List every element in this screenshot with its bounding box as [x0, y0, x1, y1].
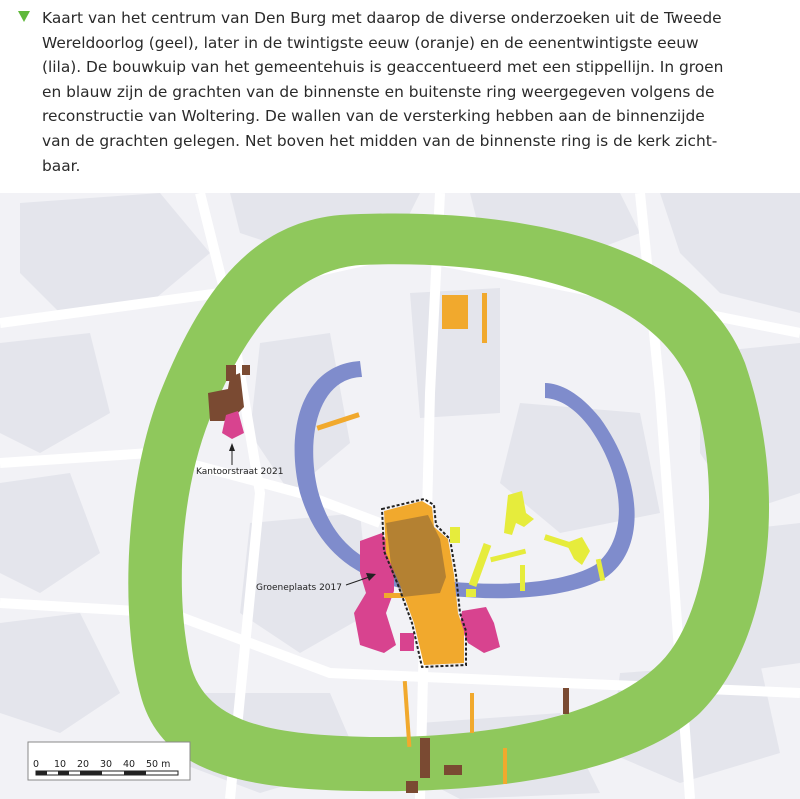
- scale-tick-40: 40: [123, 759, 136, 770]
- caption-text: [42, 6, 782, 178]
- caption-line: reconstructie van Woltering. De wallen van de versterking hebben aan de binnenzijde: [42, 107, 705, 126]
- caption-line: Kaart van het centrum van Den Burg met daarop de diverse onderzoeken uit de Tweede: [42, 9, 722, 27]
- scale-tick-10: 10: [54, 759, 67, 770]
- caption-line: van de grachten gelegen. Net boven het midden van de binnenste ring is de kerk zicht-: [42, 131, 718, 150]
- caption-line: (lila). De bouwkuip van het gemeentehuis is geaccentueerd met een stippellijn. In groen: [42, 58, 724, 77]
- scale-bar: [28, 742, 190, 780]
- scale-tick-0: 0: [33, 759, 40, 770]
- scale-tick-30: 30: [100, 759, 113, 770]
- scale-tick-20: 20: [77, 759, 90, 770]
- caption-line: en blauw zijn de grachten van de binnenste en buitenste ring weergegeven volgens de: [42, 82, 715, 101]
- caption-line: baar.: [42, 156, 81, 175]
- map-den-burg: [0, 193, 800, 799]
- scale-tick-50: 50 m: [146, 759, 171, 770]
- groeneplaats-label: Groeneplaats 2017: [256, 583, 342, 593]
- triangle-down-icon: [18, 11, 30, 22]
- caption-line: Wereldoorlog (geel), later in de twintigste eeuw (oranje) en de eenentwintigste eeuw: [42, 33, 699, 52]
- kantoorstraat-label: Kantoorstraat 2021: [196, 467, 284, 477]
